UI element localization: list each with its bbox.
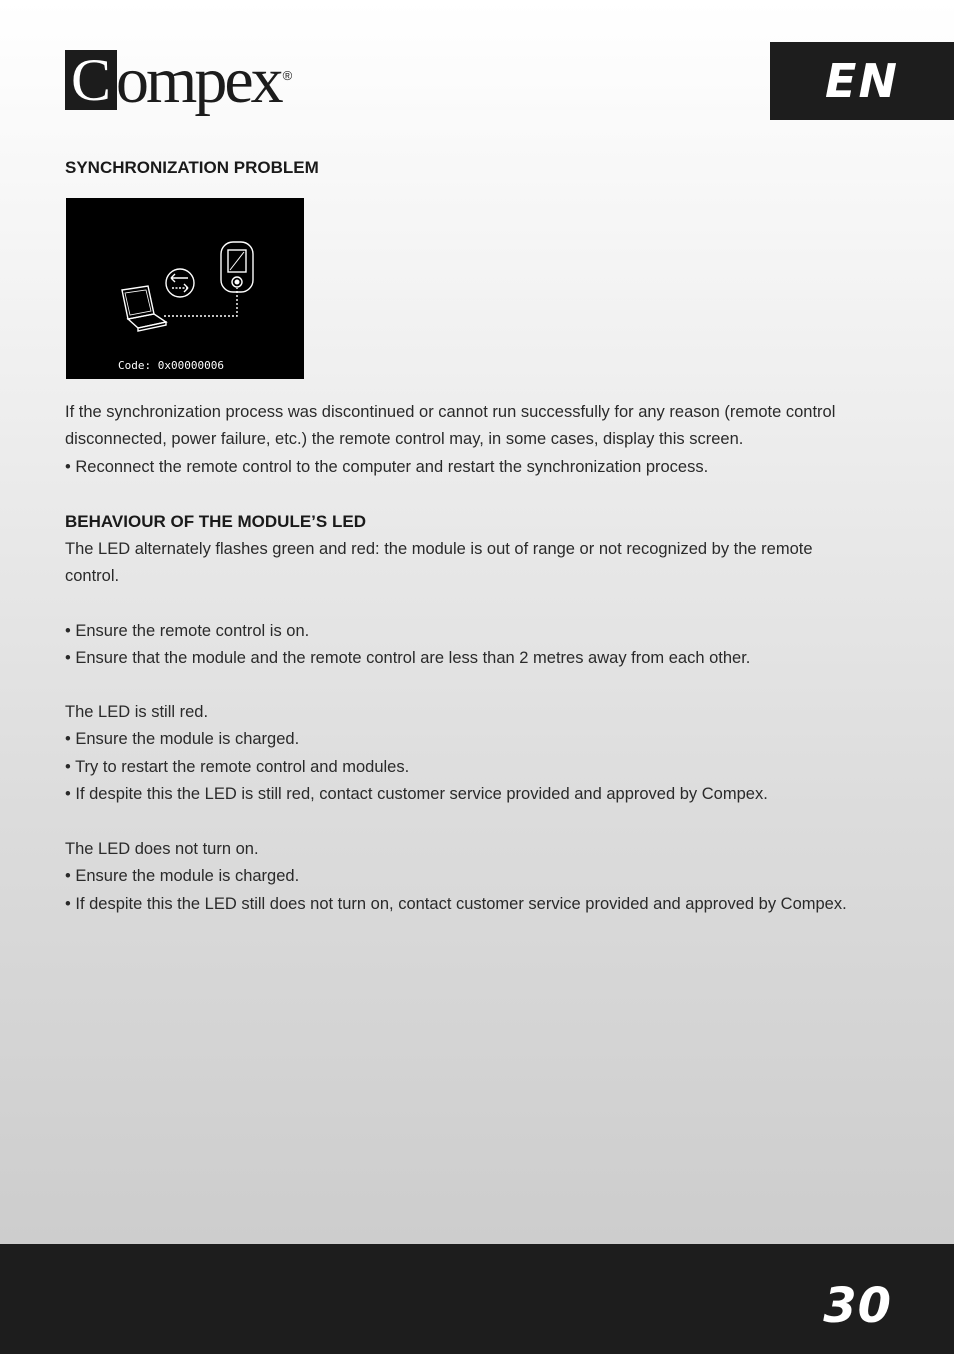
bullet-item: • Ensure the module is charged. (65, 867, 300, 886)
compex-logo (65, 44, 292, 118)
sync-description (65, 399, 895, 481)
sync-illustration (66, 198, 304, 379)
text-line: disconnected, power failure, etc.) the remote control may, in some cases, display this screen. (65, 430, 744, 449)
subsection-title: The LED is still red. (65, 703, 209, 721)
led-heading: BEHAVIOUR OF THE MODULE’S LED (65, 512, 366, 531)
bullet-item: • Ensure the remote control is on. (65, 622, 310, 640)
sync-error-screen (66, 198, 304, 379)
led-not-on (65, 836, 895, 918)
sync-arrows-icon (166, 269, 194, 297)
bullet-item: • If despite this the LED is still red, contact customer service provided and approved by Compex. (65, 784, 768, 803)
logo-initial: C (65, 50, 117, 110)
logo-text: ompex (116, 44, 281, 117)
led-bullets-range (65, 618, 895, 673)
screen-error-code: Code: 0x00000006 (118, 359, 224, 372)
text-line: The LED alternately flashes green and red: the module is out of range or not recognized by the remote (65, 540, 813, 558)
bullet-item: • Ensure that the module and the remote control are less than 2 metres away from each other. (65, 649, 751, 668)
page-footer (0, 1244, 954, 1354)
bullet-item: • Try to restart the remote control and modules. (65, 757, 410, 776)
led-intro (65, 536, 895, 591)
subsection-title: The LED does not turn on. (65, 840, 259, 858)
registered-mark: ® (282, 68, 293, 83)
led-still-red (65, 699, 895, 808)
bullet-item: • Ensure the module is charged. (65, 730, 300, 749)
language-badge: EN (770, 42, 954, 120)
text-line: If the synchronization process was discontinued or cannot run successfully for any reason (remote control (65, 403, 836, 421)
sync-heading: SYNCHRONIZATION PROBLEM (65, 158, 319, 177)
text-line: control. (65, 567, 120, 586)
laptop-icon (122, 286, 166, 331)
bullet-item: • Reconnect the remote control to the computer and restart the synchronization process. (65, 457, 709, 476)
remote-control-icon (221, 242, 253, 292)
bullet-item: • If despite this the LED still does not turn on, contact customer service provided and approved by Compex. (65, 894, 847, 913)
page-number: 30 (823, 1278, 892, 1334)
cable-line (164, 288, 237, 316)
